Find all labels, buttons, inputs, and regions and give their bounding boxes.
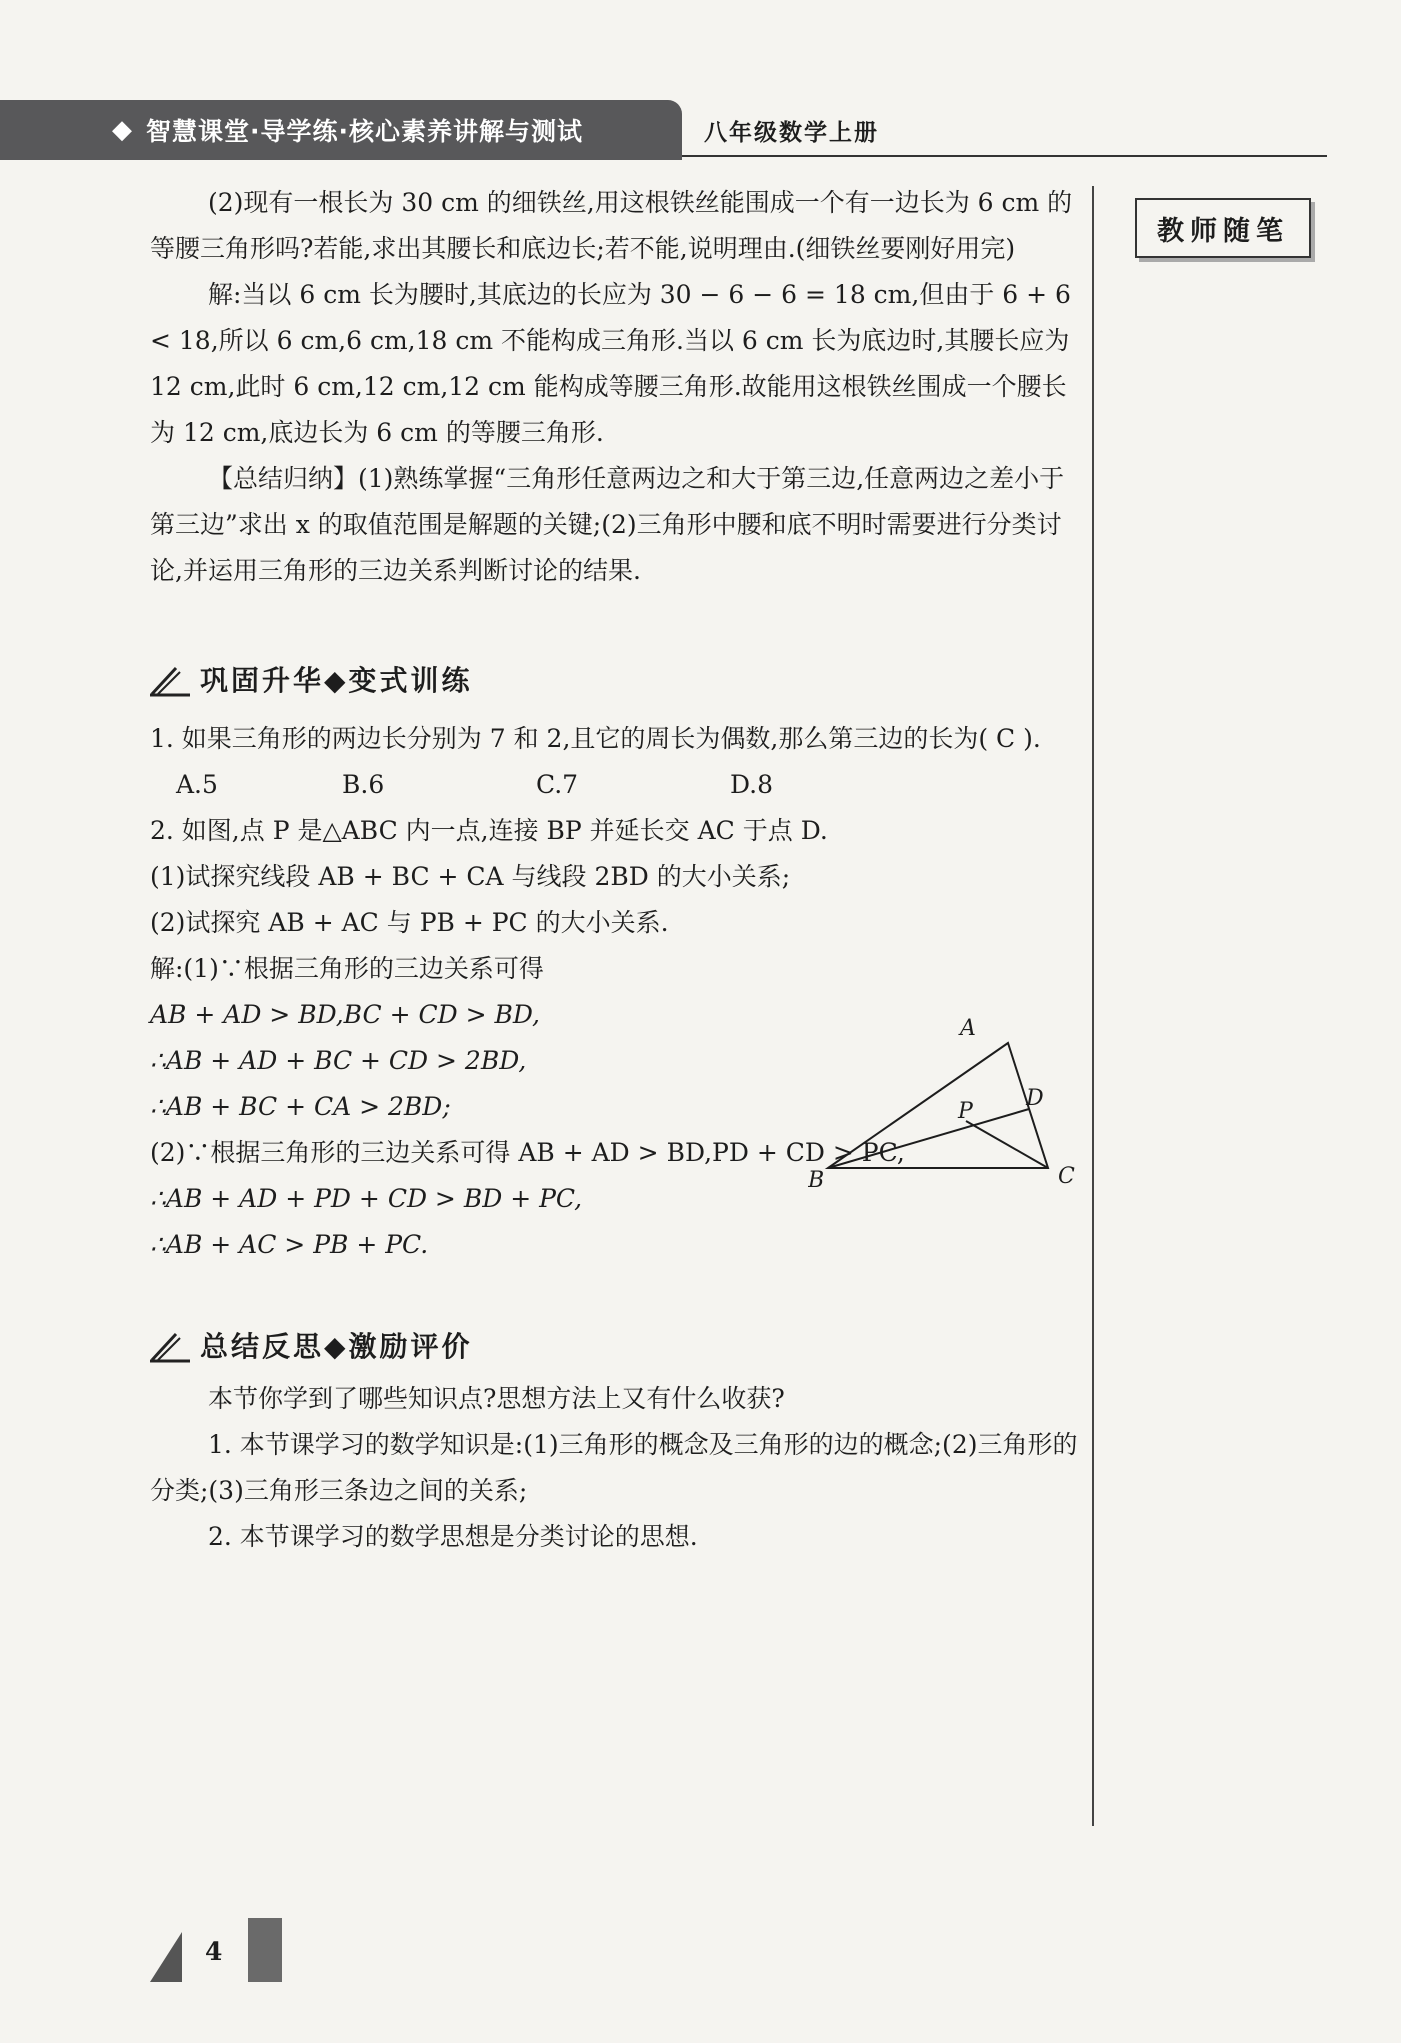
- label-b: B: [808, 1168, 825, 1193]
- choice-d: D.8: [730, 770, 774, 799]
- solution-line: AB + AD > BD,BC + CD > BD,: [150, 1000, 540, 1029]
- choice-a: A.5: [176, 770, 218, 799]
- header-band: [0, 100, 682, 160]
- choice-list: [176, 762, 1080, 808]
- reflection-line: 本节你学到了哪些知识点?思想方法上又有什么收获?: [208, 1384, 785, 1413]
- label-p: P: [958, 1099, 973, 1124]
- footer-triangle: [150, 1932, 182, 1982]
- question-2-part-1: (1)试探究线段 AB + BC + CA 与线段 2BD 的大小关系;: [150, 862, 791, 891]
- question-2: 2. 如图,点 P 是△ABC 内一点,连接 BP 并延长交 AC 于点 D.: [150, 816, 828, 845]
- section-title: 巩固升华◆变式训练: [200, 664, 473, 697]
- reflection-line: 2. 本节课学习的数学思想是分类讨论的思想.: [208, 1522, 698, 1551]
- question-1: 1. 如果三角形的两边长分别为 7 和 2,且它的周长为偶数,那么第三边的长为( C ).: [150, 724, 1041, 753]
- section-title: 总结反思◆激励评价: [200, 1330, 473, 1363]
- solution-line: ∴AB + BC + CA > 2BD;: [150, 1092, 451, 1121]
- section-heading-reflection: [148, 1324, 1080, 1370]
- header-rule: [682, 155, 1327, 157]
- section-heading-practice: [148, 658, 1080, 704]
- diamond-icon: ◆: [112, 115, 132, 145]
- solution-line: 解:(1)∵根据三角形的三边关系可得: [150, 954, 544, 983]
- solution-line: ∴AB + AD + PD + CD > BD + PC,: [150, 1184, 583, 1213]
- summary-note: 【总结归纳】(1)熟练掌握“三角形任意两边之和大于第三边,任意两边之差小于第三边”求出 x 的取值范围是解题的关键;(2)三角形中腰和底不明时需要进行分类讨论,并运用三角形的三边关系判断讨论的结果.: [150, 464, 1065, 585]
- solution-line: ∴AB + AD + BC + CD > 2BD,: [150, 1046, 527, 1075]
- footer-bar: [248, 1918, 282, 1982]
- choice-b: B.6: [342, 770, 385, 799]
- reflection-line: 1. 本节课学习的数学知识是:(1)三角形的概念及三角形的边的概念;(2)三角形的分类;(3)三角形三条边之间的关系;: [150, 1430, 1078, 1505]
- main-content: [150, 180, 1080, 1560]
- page-number: 4: [205, 1937, 223, 1966]
- pen-icon: [148, 1330, 192, 1364]
- segment-bd: [828, 1109, 1029, 1168]
- pen-icon: [148, 664, 192, 698]
- teacher-notes-box: 教师随笔: [1135, 198, 1311, 258]
- book-title: 智慧课堂·导学练·核心素养讲解与测试: [146, 117, 583, 146]
- label-c: C: [1058, 1164, 1075, 1189]
- label-d: D: [1026, 1086, 1044, 1111]
- margin-divider: [1092, 186, 1094, 1826]
- solution-line: (2)∵根据三角形的三边关系可得 AB + AD > BD,PD + CD > PC,: [150, 1138, 905, 1167]
- question-2-part-2: (2)试探究 AB + AC 与 PB + PC 的大小关系.: [150, 908, 669, 937]
- problem-question: (2)现有一根长为 30 cm 的细铁丝,用这根铁丝能围成一个有一边长为 6 cm 的等腰三角形吗?若能,求出其腰长和底边长;若不能,说明理由.(细铁丝要刚好用完): [150, 188, 1073, 263]
- triangle-figure: [808, 1015, 1088, 1195]
- grade-label: 八年级数学上册: [704, 120, 879, 146]
- problem-solution: 解:当以 6 cm 长为腰时,其底边的长应为 30 − 6 − 6 = 18 cm,但由于 6 + 6 < 18,所以 6 cm,6 cm,18 cm 不能构成三角形.当以 6 cm 长为底边时,其腰长应为 12 cm,此时 6 cm,12 cm,12 cm 能构成等腰三角形.故能用这根铁丝围成一个腰长为 12 cm,底边长为 6 cm 的等腰三角形.: [150, 280, 1071, 447]
- solution-line: ∴AB + AC > PB + PC.: [150, 1230, 429, 1259]
- choice-c: C.7: [536, 770, 579, 799]
- label-a: A: [960, 1016, 976, 1041]
